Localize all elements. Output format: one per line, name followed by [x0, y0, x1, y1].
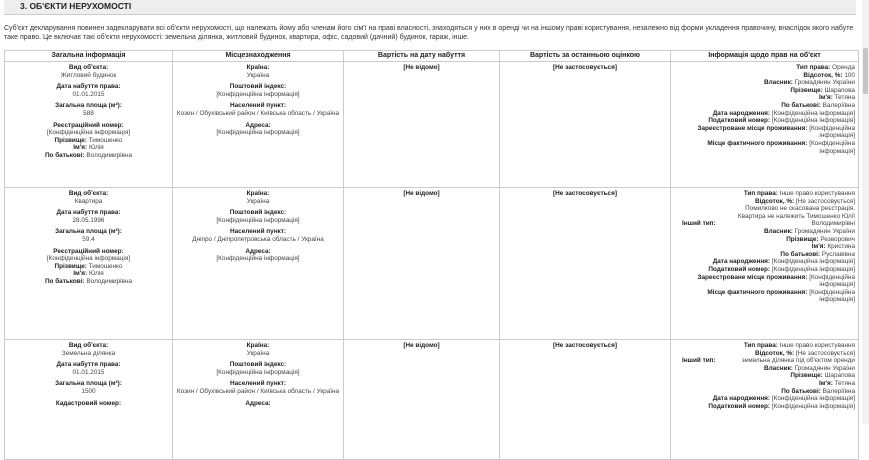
field-label: Місце фактичного проживання:	[707, 139, 808, 147]
field-label: Податковий номер:	[708, 117, 771, 125]
field-value: [Конфіденційна інформація]	[771, 265, 855, 273]
field-label: Загальна площа (м²):	[55, 228, 122, 236]
field-label: Відсоток, %:	[755, 197, 795, 205]
field-label: Загальна площа (м²):	[55, 102, 122, 110]
field-value: Помилково не скасована реєстрація. Квартира не належить Тимошенко Юлії Володимирівні	[737, 205, 855, 228]
section-header	[4, 0, 856, 15]
field-label: Відсоток, %:	[803, 71, 843, 79]
cost-value: [Не відомо]	[403, 190, 440, 197]
field-label: Інший тип:	[682, 357, 716, 365]
field-label: Країна:	[246, 342, 270, 349]
table-header-row	[5, 51, 859, 62]
field-label: Поштовий індекс:	[229, 83, 287, 91]
section-intro: Суб'єкт декларування повинен задекларувати всі об'єкти нерухомості, що належать йому або членам його сім'ї на праві власності, знаходяться у них в оренді чи на іншому праві користування, незалежно від форми укладення правочину, внаслідок якого набуте таке право. Це включає такі об'єкти нерухомості: земельна ділянка, житловий будинок, квартира, офіс, садовий (дачний) будинок, гараж, інше.	[4, 25, 854, 41]
field-label: Населений пункт:	[229, 380, 287, 388]
field-value: земельна ділянка під об'єктом оренди	[741, 357, 855, 365]
field-label: По батькові:	[44, 277, 85, 285]
header-cost-last: Вартість за останньою оцінкою	[500, 51, 671, 62]
field-label: Ім'я:	[73, 270, 88, 278]
field-label: Дата набуття права:	[56, 361, 121, 369]
field-label: Населений пункт:	[229, 102, 287, 110]
field-value: Громадянин України	[794, 227, 855, 235]
field-value: 59.4	[82, 235, 95, 243]
field-value: Валеріївна	[822, 387, 855, 395]
field-value: Україна	[246, 349, 270, 357]
field-value: [Конфіденційна інформація]	[216, 216, 300, 224]
field-label: По батькові:	[781, 387, 821, 395]
field-label: Інший тип:	[682, 220, 716, 228]
rights-cell	[671, 188, 859, 340]
field-label: Зареєстроване місце проживання:	[697, 124, 808, 132]
field-label: Кадастровий номер:	[55, 399, 122, 407]
field-label: По батькові:	[44, 151, 85, 159]
field-value: [Конфіденційна інформація]	[771, 109, 855, 117]
field-label: Вид об'єкта:	[68, 342, 109, 349]
field-label: Власник:	[764, 364, 793, 372]
location-cell	[173, 340, 344, 460]
field-label: Поштовий індекс:	[229, 209, 287, 217]
field-label: Вид об'єкта:	[68, 190, 109, 197]
field-label: Прізвище:	[790, 86, 823, 94]
field-value: Резворович	[820, 235, 855, 243]
general-info-cell	[5, 62, 173, 188]
section-title: 3. ОБ'ЄКТИ НЕРУХОМОСТІ	[20, 1, 132, 11]
field-label: Податковий номер:	[708, 402, 771, 410]
header-rights: Інформація щодо прав на об'єкт	[671, 51, 859, 62]
field-label: Ім'я:	[73, 144, 88, 152]
field-value: 01.01.2015	[72, 90, 105, 98]
cost-value: [Не відомо]	[403, 64, 440, 71]
field-value: 28.05.1996	[72, 216, 105, 224]
field-label: По батькові:	[781, 101, 821, 109]
field-value: [Конфіденційна інформація]	[771, 402, 855, 410]
field-value: [Конфіденційна інформація]	[46, 129, 131, 137]
vertical-scrollbar[interactable]	[862, 0, 869, 424]
field-label: Реєстраційний номер:	[53, 121, 124, 129]
field-label: Прізвище:	[790, 372, 823, 380]
general-info-cell	[5, 340, 173, 460]
field-label: Ім'я:	[811, 243, 826, 251]
cost-last-cell	[500, 340, 671, 460]
field-value: 100	[844, 71, 855, 79]
field-label: Дата народження:	[712, 395, 771, 403]
field-value: [Конфіденційна інформація]	[46, 255, 131, 263]
cost-acquisition-cell	[344, 188, 500, 340]
field-value: Україна	[246, 197, 270, 205]
field-value: [Не застосовується]	[795, 349, 855, 357]
cost-last-cell	[500, 62, 671, 188]
field-label: Дата набуття права:	[56, 209, 121, 217]
field-value: Інше право користування	[779, 342, 855, 349]
field-label: Реєстраційний номер:	[53, 247, 124, 255]
field-label: Прізвище:	[54, 136, 87, 144]
field-label: Країна:	[246, 190, 270, 197]
field-value: Тимошенко	[88, 262, 123, 270]
field-value: [Конфіденційна інформація]	[771, 117, 855, 125]
field-value: Україна	[246, 71, 270, 79]
field-label: Власник:	[764, 79, 793, 87]
field-value: Інше право користування	[779, 190, 855, 197]
field-value: Земельна ділянка	[61, 349, 116, 357]
field-label: Відсоток, %:	[755, 349, 795, 357]
field-label: Власник:	[764, 227, 793, 235]
location-cell	[173, 188, 344, 340]
field-value: Кристина	[827, 243, 855, 251]
cost-value: [Не застосовується]	[553, 64, 617, 71]
field-value: Квартира	[74, 197, 103, 205]
table-row	[5, 62, 859, 188]
rights-cell	[671, 62, 859, 188]
field-value: [Не застосовується]	[795, 197, 855, 205]
field-label: Тип права:	[743, 342, 778, 349]
field-value: Козин / Обухівський район / Київська область / Україна	[176, 109, 340, 117]
field-value: Козин / Обухівський район / Київська область / Україна	[176, 387, 340, 395]
field-value: Юлія	[88, 144, 104, 152]
field-label: Загальна площа (м²):	[55, 380, 122, 388]
general-info-cell	[5, 188, 173, 340]
cost-value: [Не застосовується]	[553, 342, 617, 349]
field-label: Зареєстроване місце проживання:	[697, 273, 808, 281]
field-value: Дніпро / Дніпропетровська область / Україна	[192, 235, 324, 243]
field-value: Житловий будинок	[60, 71, 117, 79]
header-general: Загальна інформація	[5, 51, 173, 62]
field-value: [Конфіденційна інформація]	[216, 129, 300, 137]
header-location: Місцезнаходження	[173, 51, 344, 62]
field-value: Руславівна	[821, 250, 855, 258]
field-label: Ім'я:	[818, 94, 833, 102]
field-label: Ім'я:	[818, 379, 833, 387]
cost-acquisition-cell	[344, 340, 500, 460]
cost-value: [Не застосовується]	[553, 190, 617, 197]
field-value: 01.01.2015	[72, 368, 105, 376]
rights-cell	[671, 340, 859, 460]
field-value: [Конфіденційна інформація]	[809, 273, 855, 289]
field-value: [Конфіденційна інформація]	[216, 368, 300, 376]
field-value: [Конфіденційна інформація]	[809, 139, 855, 155]
field-value: Тимошенко	[88, 136, 123, 144]
field-value: Валеріївна	[822, 101, 855, 109]
field-value: Тетяна	[834, 379, 855, 387]
field-label: Вид об'єкта:	[68, 64, 109, 71]
field-value: Володимирівна	[86, 277, 133, 285]
field-value: 1500	[81, 387, 96, 395]
field-value: Шарапова	[824, 372, 855, 380]
field-label: Тип права:	[796, 64, 831, 71]
field-value: [Конфіденційна інформація]	[771, 395, 855, 403]
field-value: Володимирівна	[86, 151, 133, 159]
field-value: Оренда	[832, 64, 855, 71]
field-value: Громадянин України	[794, 364, 855, 372]
field-label: Тип права:	[743, 190, 778, 197]
field-value: Юлія	[88, 270, 104, 278]
scrollbar-thumb[interactable]	[863, 48, 868, 94]
field-value: [Конфіденційна інформація]	[216, 90, 300, 98]
cost-acquisition-cell	[344, 62, 500, 188]
field-label: Прізвище:	[786, 235, 819, 243]
field-value: Тетяна	[834, 94, 855, 102]
field-label: По батькові:	[780, 250, 821, 258]
header-cost-acquisition: Вартість на дату набуття	[344, 51, 500, 62]
table-row	[5, 340, 859, 460]
field-label: Місце фактичного проживання:	[707, 288, 808, 296]
field-label: Адреса:	[245, 121, 271, 129]
field-label: Дата набуття права:	[56, 83, 121, 91]
cost-last-cell	[500, 188, 671, 340]
field-value: 588	[83, 109, 94, 117]
field-label: Адреса:	[245, 399, 271, 407]
table-row	[5, 188, 859, 340]
real-estate-table	[4, 50, 859, 460]
location-cell	[173, 62, 344, 188]
field-value: [Конфіденційна інформація]	[216, 255, 300, 263]
field-label: Адреса:	[245, 247, 271, 255]
field-value: [Конфіденційна інформація]	[809, 124, 855, 140]
field-value: Громадянин України	[794, 79, 855, 87]
field-label: Країна:	[246, 64, 270, 71]
field-label: Населений пункт:	[229, 228, 287, 236]
field-label: Прізвище:	[54, 262, 87, 270]
field-value: [Конфіденційна інформація]	[809, 288, 855, 304]
field-value: Шарапова	[824, 86, 855, 94]
field-value: [Конфіденційна інформація]	[771, 258, 855, 266]
field-label: Дата народження:	[712, 258, 771, 266]
field-label: Поштовий індекс:	[229, 361, 287, 369]
field-label: Податковий номер:	[708, 265, 771, 273]
cost-value: [Не відомо]	[403, 342, 440, 349]
field-label: Дата народження:	[712, 109, 771, 117]
